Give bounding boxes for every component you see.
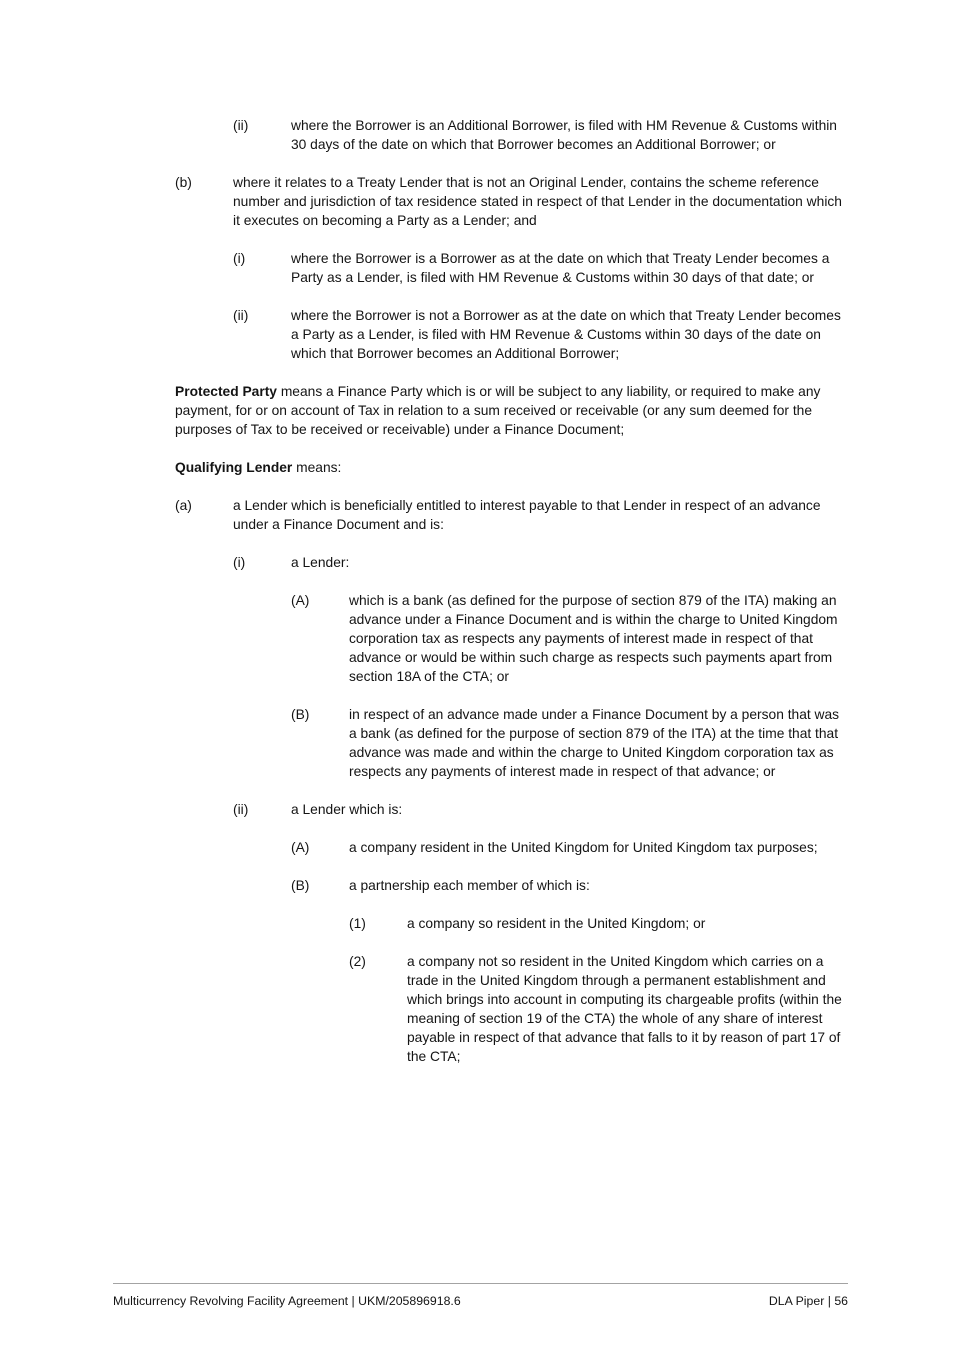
definition-text: means: (292, 460, 342, 475)
clause-item (233, 306, 846, 363)
clause-text: a partnership each member of which is: (349, 878, 590, 893)
clause-item (233, 553, 846, 572)
clause-item (175, 496, 846, 534)
clause-marker: (a) (175, 498, 192, 513)
clause-item (233, 116, 846, 154)
defined-term: Protected Party (175, 384, 277, 399)
clause-marker: (B) (291, 878, 310, 893)
definition-text: means a Finance Party which is or will be subject to any liability, or required to make any payment, for or on account of Tax in relation to a sum received or receivable (or any sum deemed for the purposes of Tax to be received or receivable) under a Finance Document; (175, 384, 821, 437)
clause-text: where the Borrower is a Borrower as at the date on which that Treaty Lender becomes a Party as a Lender, is filed with HM Revenue & Customs within 30 days of that date; or (291, 251, 830, 285)
footer-document-title: Multicurrency Revolving Facility Agreement | UKM/205896918.6 (113, 1294, 461, 1308)
clause-content (175, 116, 846, 1066)
clause-item (233, 249, 846, 287)
clause-marker: (2) (349, 954, 366, 969)
clause-marker: (ii) (233, 802, 249, 817)
clause-text: a company not so resident in the United Kingdom which carries on a trade in the United Kingdom through a permanent establishment and which brings into account in computing its chargeable profits (within the meaning of section 19 of the CTA) the whole of any share of interest payable in respect of that advance that falls to it by reason of part 17 of the CTA; (407, 954, 842, 1064)
clause-marker: (ii) (233, 308, 249, 323)
clause-marker: (B) (291, 707, 310, 722)
clause-item (291, 876, 846, 895)
defined-term: Qualifying Lender (175, 460, 293, 475)
definition-paragraph (175, 458, 846, 477)
clause-text: which is a bank (as defined for the purpose of section 879 of the ITA) making an advance under a Finance Document and is within the charge to United Kingdom corporation tax as respects any payments of interest made in respect of that advance or would be within such charge as respects such payments apart from section 18A of the CTA; or (349, 593, 838, 684)
definition-paragraph (175, 382, 846, 439)
clause-item (175, 173, 846, 230)
clause-item (349, 952, 846, 1066)
clause-text: where the Borrower is an Additional Borrower, is filed with HM Revenue & Customs within 30 days of the date on which that Borrower becomes an Additional Borrower; or (291, 118, 837, 152)
clause-marker: (A) (291, 840, 310, 855)
clause-item (291, 705, 846, 781)
clause-item (233, 800, 846, 819)
clause-marker: (i) (233, 251, 246, 266)
clause-item (291, 838, 846, 857)
page-footer (113, 1283, 848, 1309)
clause-text: a company resident in the United Kingdom for United Kingdom tax purposes; (349, 840, 818, 855)
clause-item (291, 591, 846, 686)
clause-text: a company so resident in the United Kingdom; or (407, 916, 706, 931)
clause-marker: (b) (175, 175, 192, 190)
clause-item (349, 914, 846, 933)
clause-text: a Lender which is: (291, 802, 403, 817)
clause-marker: (i) (233, 555, 246, 570)
clause-text: a Lender: (291, 555, 350, 570)
clause-marker: (1) (349, 916, 366, 931)
clause-marker: (ii) (233, 118, 249, 133)
clause-text: where it relates to a Treaty Lender that is not an Original Lender, contains the scheme reference number and jurisdiction of tax residence stated in respect of that Lender in the documentation which it executes on becoming a Party as a Lender; and (233, 175, 842, 228)
clause-text: where the Borrower is not a Borrower as at the date on which that Treaty Lender becomes a Party as a Lender, is filed with HM Revenue & Customs within 30 days of the date on which that Borrower becomes an Additional Borrower; (291, 308, 841, 361)
clause-marker: (A) (291, 593, 310, 608)
clause-text: in respect of an advance made under a Finance Document by a person that was a bank (as defined for the purpose of section 879 of the ITA) at the time that that advance was made and within the charge to United Kingdom corporation tax as respects any payments of interest made in respect of that advance; or (349, 707, 840, 779)
clause-text: a Lender which is beneficially entitled to interest payable to that Lender in respect of an advance under a Finance Document and is: (233, 498, 821, 532)
footer-firm-page-number: DLA Piper | 56 (768, 1294, 848, 1308)
